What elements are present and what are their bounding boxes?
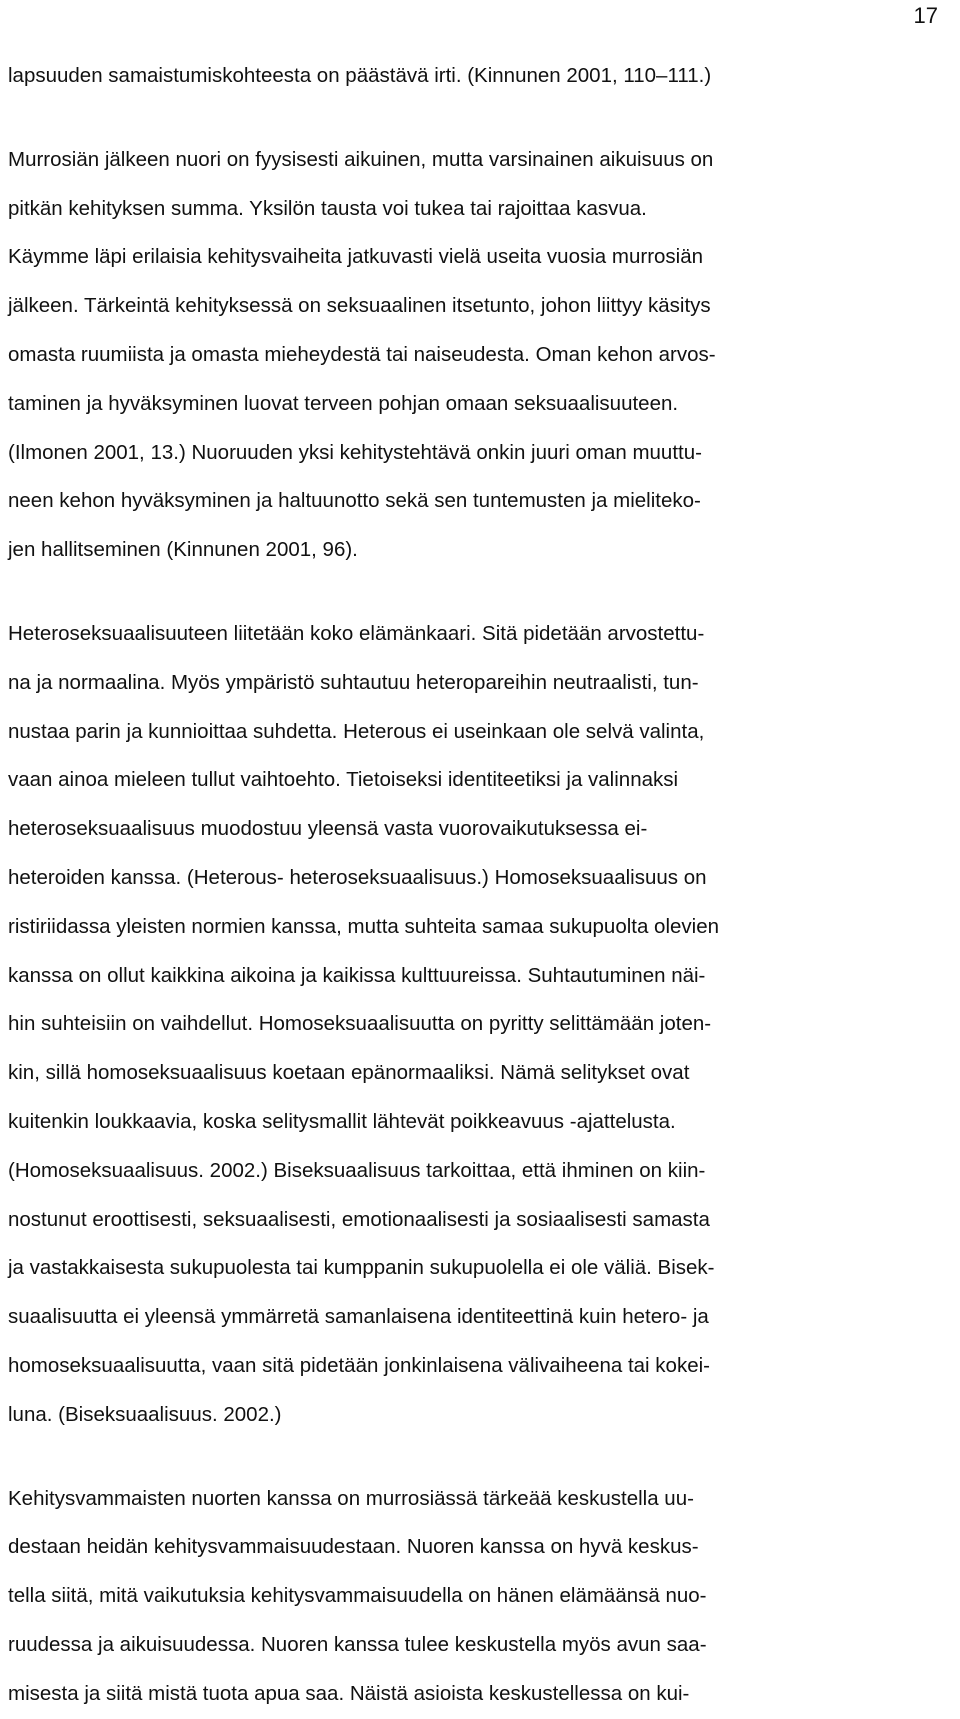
text-line: nustaa parin ja kunnioittaa suhdetta. Heterous ei useinkaan ole selvä valinta, <box>8 719 705 743</box>
text-line: vaan ainoa mieleen tullut vaihtoehto. Tietoiseksi identiteetiksi ja valinnaksi <box>8 768 679 792</box>
text-line: homoseksuaalisuutta, vaan sitä pidetään jonkinlaisena välivaiheena tai kokei- <box>8 1353 710 1377</box>
text-line: luna. (Biseksuaalisuus. 2002.) <box>8 1402 282 1426</box>
paragraph-1 <box>8 52 953 101</box>
text-line: tella siitä, mitä vaikutuksia kehitysvammaisuudella on hänen elämäänsä nuo- <box>8 1584 707 1608</box>
text-line: heteroiden kanssa. (Heterous- heteroseksuaalisuus.) Homoseksuaalisuus on <box>8 865 707 889</box>
page-number: 17 <box>913 3 938 28</box>
text-line: jälkeen. Tärkeintä kehityksessä on seksuaalinen itsetunto, johon liittyy käsitys <box>8 294 711 318</box>
text-line: lapsuuden samaistumiskohteesta on päästävä irti. (Kinnunen 2001, 110–111.) <box>8 64 712 87</box>
text-line: suaalisuutta ei yleensä ymmärretä samanlaisena identiteettinä kuin hetero- ja <box>8 1305 709 1329</box>
text-line: omasta ruumiista ja omasta mieheydestä tai naiseudesta. Oman kehon arvos- <box>8 342 716 366</box>
text-line: nostunut eroottisesti, seksuaalisesti, emotionaalisesti ja sosiaalisesti samasta <box>8 1207 710 1231</box>
text-line: (Ilmonen 2001, 13.) Nuoruuden yksi kehitystehtävä onkin juuri oman muuttu- <box>8 440 702 464</box>
text-line: jen hallitseminen (Kinnunen 2001, 96). <box>8 538 358 562</box>
text-line: ristiriidassa yleisten normien kanssa, mutta suhteita samaa sukupuolta olevien <box>8 914 720 938</box>
text-line: pitkän kehityksen summa. Yksilön tausta voi tukea tai rajoittaa kasvua. <box>8 196 647 220</box>
paragraph-4 <box>8 1475 953 1719</box>
text-line: Murrosiän jälkeen nuori on fyysisesti aikuinen, mutta varsinainen aikuisuus on <box>8 147 714 171</box>
text-line: (Homoseksuaalisuus. 2002.) Biseksuaalisuus tarkoittaa, että ihminen on kiin- <box>8 1158 706 1182</box>
text-line: destaan heidän kehitysvammaisuudestaan. Nuoren kanssa on hyvä keskus- <box>8 1535 699 1559</box>
text-line: ruudessa ja aikuisuudessa. Nuoren kanssa tulee keskustella myös avun saa- <box>8 1632 707 1656</box>
text-line: kuitenkin loukkaavia, koska selitysmallit lähtevät poikkeavuus -ajattelusta. <box>8 1109 676 1133</box>
text-line: misesta ja siitä mistä tuota apua saa. Näistä asioista keskustellessa on kui- <box>8 1681 690 1705</box>
text-line: Heteroseksuaalisuuteen liitetään koko elämänkaari. Sitä pidetään arvostettu- <box>8 621 705 645</box>
text-line: Kehitysvammaisten nuorten kanssa on murrosiässä tärkeää keskustella uu- <box>8 1486 694 1510</box>
text-line: neen kehon hyväksyminen ja haltuunotto sekä sen tuntemusten ja mielitekо- <box>8 489 701 513</box>
body-text <box>8 52 953 1719</box>
text-line: Käymme läpi erilaisia kehitysvaiheita jatkuvasti vielä useita vuosia murrosiän <box>8 245 704 269</box>
text-line: taminen ja hyväksyminen luovat terveen pohjan omaan seksuaalisuuteen. <box>8 391 679 415</box>
text-line: heteroseksuaalisuus muodostuu yleensä vasta vuorovaikutuksessa ei- <box>8 817 648 841</box>
text-line: kin, sillä homoseksuaalisuus koetaan epänormaaliksi. Nämä selitykset ovat <box>8 1061 690 1085</box>
text-line: na ja normaalina. Myös ympäristö suhtautuu heteropareihin neutraalisti, tun- <box>8 670 699 694</box>
text-line: hin suhteisiin on vaihdellut. Homoseksuaalisuutta on pyritty selittämään joten- <box>8 1012 712 1036</box>
paragraph-3 <box>8 610 953 1440</box>
text-line: kanssa on ollut kaikkina aikoina ja kaikissa kulttuureissa. Suhtautuminen näi- <box>8 963 706 987</box>
text-line: ja vastakkaisesta sukupuolesta tai kumppanin sukupuolella ei ole väliä. Bisek- <box>8 1256 715 1280</box>
paragraph-2 <box>8 136 953 575</box>
